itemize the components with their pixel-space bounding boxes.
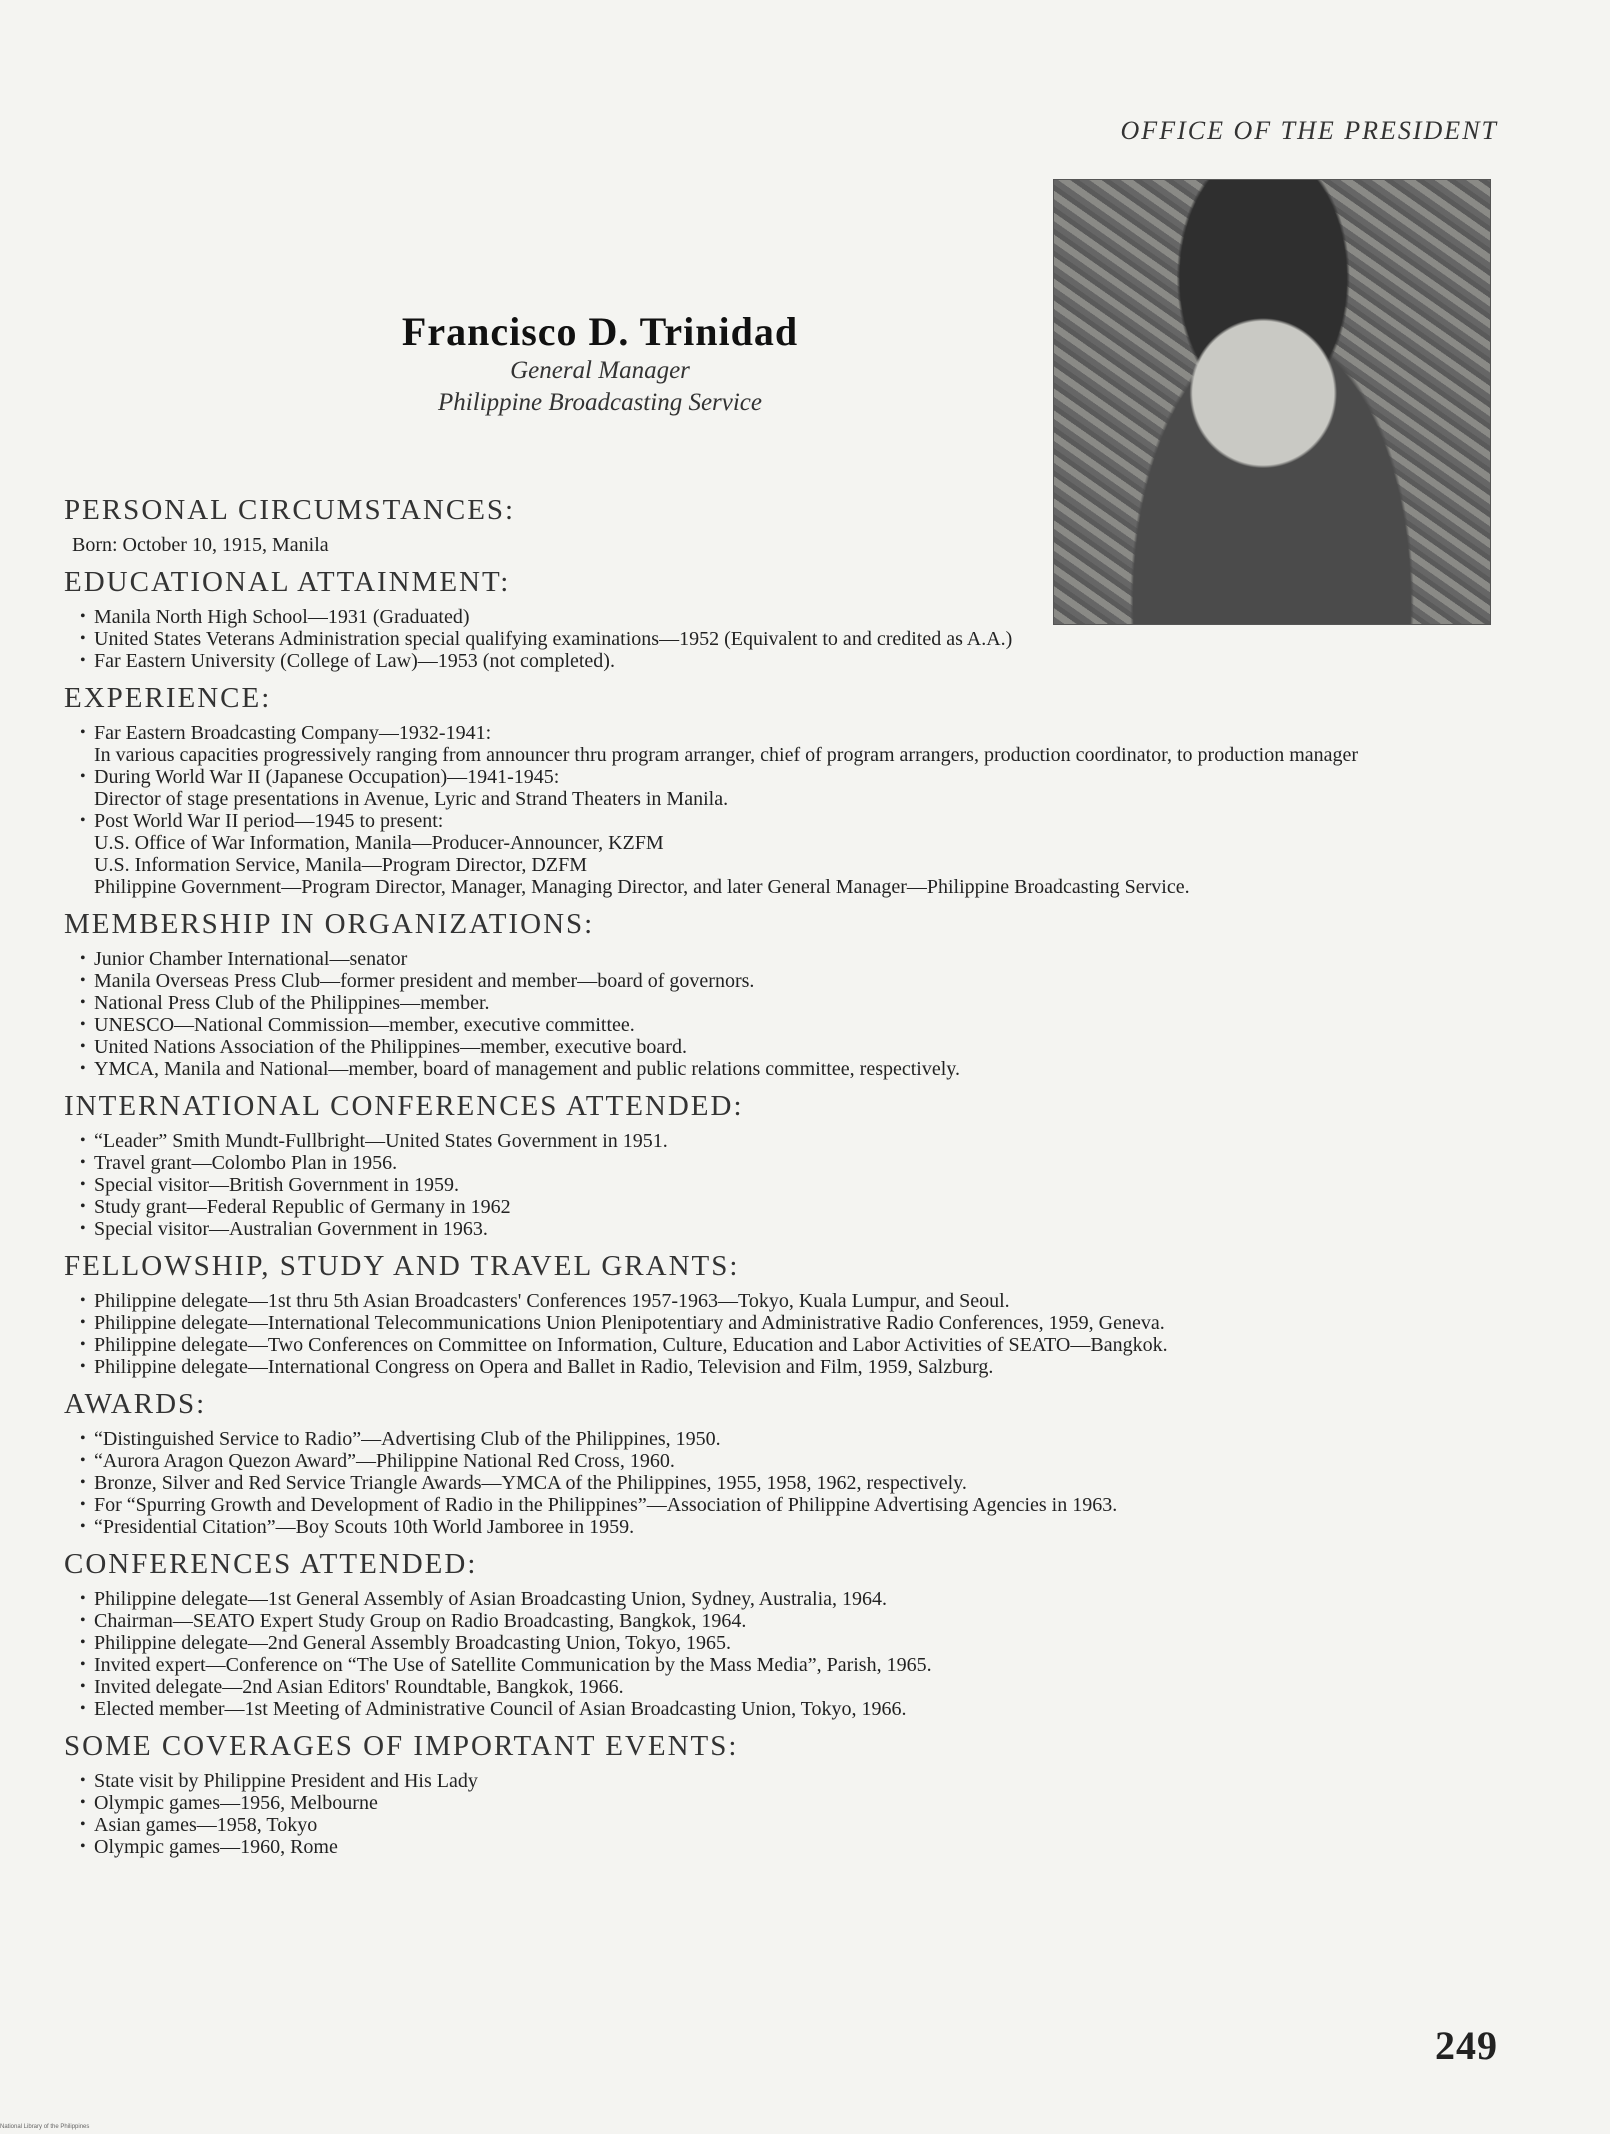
list-item: • Olympic games—1956, Melbourne: [80, 1792, 1496, 1814]
organization-name: Philippine Broadcasting Service: [438, 389, 762, 416]
fellowship-list: [64, 1290, 1496, 1378]
section-title-membership: MEMBERSHIP IN ORGANIZATIONS:: [64, 908, 595, 940]
experience-detail: U.S. Information Service, Manila—Program Director, DZFM: [94, 854, 587, 876]
list-item: • Philippine delegate—Two Conferences on Committee on Information, Culture, Education and Labor Activities of SEATO—Bangkok.: [80, 1334, 1496, 1356]
list-item: • “Distinguished Service to Radio”—Advertising Club of the Philippines, 1950.: [80, 1428, 1496, 1450]
list-item: • Bronze, Silver and Red Service Triangle Awards—YMCA of the Philippines, 1955, 1958, 1962, respectively.: [80, 1472, 1496, 1494]
list-item: • “Aurora Aragon Quezon Award”—Philippine National Red Cross, 1960.: [80, 1450, 1496, 1472]
list-item: • Elected member—1st Meeting of Administrative Council of Asian Broadcasting Union, Tokyo, 1966.: [80, 1698, 1496, 1720]
list-item: • United States Veterans Administration special qualifying examinations—1952 (Equivalent to and credited as A.A.): [80, 628, 1496, 650]
list-item: • Olympic games—1960, Rome: [80, 1836, 1496, 1858]
experience-heading: • Post World War II period—1945 to present:: [94, 810, 444, 832]
list-item: • Asian games—1958, Tokyo: [80, 1814, 1496, 1836]
list-item: • State visit by Philippine President and His Lady: [80, 1770, 1496, 1792]
list-item: • Chairman—SEATO Expert Study Group on Radio Broadcasting, Bangkok, 1964.: [80, 1610, 1496, 1632]
list-item: • Manila Overseas Press Club—former president and member—board of governors.: [80, 970, 1496, 992]
section-title-awards: AWARDS:: [64, 1388, 207, 1420]
list-item: • Special visitor—Australian Government in 1963.: [80, 1218, 1496, 1240]
experience-detail: Philippine Government—Program Director, Manager, Managing Director, and later General Manager—Philippine Broadcasting Service.: [94, 876, 1190, 898]
section-title-conferences: CONFERENCES ATTENDED:: [64, 1548, 478, 1580]
list-item: • Philippine delegate—1st General Assembly of Asian Broadcasting Union, Sydney, Australia, 1964.: [80, 1588, 1496, 1610]
section-title-experience: EXPERIENCE:: [64, 682, 272, 714]
list-item: • YMCA, Manila and National—member, board of management and public relations committee, respectively.: [80, 1058, 1496, 1080]
list-item: • Philippine delegate—International Telecommunications Union Plenipotentiary and Administrative Radio Conferences, 1959, Geneva.: [80, 1312, 1496, 1334]
awards-list: [64, 1428, 1496, 1538]
experience-heading: • Far Eastern Broadcasting Company—1932-1941:: [94, 722, 492, 744]
experience-detail: U.S. Office of War Information, Manila—Producer-Announcer, KZFM: [94, 832, 664, 854]
list-item: • Junior Chamber International—senator: [80, 948, 1496, 970]
birth-info: Born: October 10, 1915, Manila: [72, 534, 329, 556]
list-item: [80, 766, 1496, 810]
experience-detail: Director of stage presentations in Avenue, Lyric and Strand Theaters in Manila.: [94, 788, 729, 810]
list-item: • For “Spurring Growth and Development of Radio in the Philippines”—Association of Philippine Advertising Agencies in 1963.: [80, 1494, 1496, 1516]
section-title-fellowship: FELLOWSHIP, STUDY AND TRAVEL GRANTS:: [64, 1250, 740, 1282]
experience-detail: In various capacities progressively ranging from announcer thru program arranger, chief of program arrangers, production coordinator, to production manager: [94, 744, 1359, 766]
page-header: OFFICE OF THE PRESIDENT: [1120, 116, 1498, 145]
list-item: • Invited expert—Conference on “The Use of Satellite Communication by the Mass Media”, Parish, 1965.: [80, 1654, 1496, 1676]
experience-heading: • During World War II (Japanese Occupation)—1941-1945:: [94, 766, 560, 788]
experience-list: [64, 722, 1496, 898]
list-item: • “Presidential Citation”—Boy Scouts 10th World Jamboree in 1959.: [80, 1516, 1496, 1538]
conferences-list: [64, 1588, 1496, 1720]
name-block: [300, 308, 900, 419]
list-item: • Study grant—Federal Republic of Germany in 1962: [80, 1196, 1496, 1218]
list-item: • Invited delegate—2nd Asian Editors' Roundtable, Bangkok, 1966.: [80, 1676, 1496, 1698]
list-item: [80, 810, 1496, 898]
section-title-education: EDUCATIONAL ATTAINMENT:: [64, 566, 511, 598]
list-item: • National Press Club of the Philippines—member.: [80, 992, 1496, 1014]
list-item: • Philippine delegate—International Congress on Opera and Ballet in Radio, Television and Film, 1959, Salzburg.: [80, 1356, 1496, 1378]
list-item: • Philippine delegate—1st thru 5th Asian Broadcasters' Conferences 1957-1963—Tokyo, Kuala Lumpur, and Seoul.: [80, 1290, 1496, 1312]
coverages-list: [64, 1770, 1496, 1858]
list-item: • Travel grant—Colombo Plan in 1956.: [80, 1152, 1496, 1174]
person-name: Francisco D. Trinidad: [401, 309, 799, 354]
education-list: [64, 606, 1496, 672]
list-item: • UNESCO—National Commission—member, executive committee.: [80, 1014, 1496, 1036]
list-item: • Manila North High School—1931 (Graduated): [80, 606, 1496, 628]
list-item: • United Nations Association of the Philippines—member, executive board.: [80, 1036, 1496, 1058]
list-item: [80, 722, 1496, 766]
list-item: • Special visitor—British Government in 1959.: [80, 1174, 1496, 1196]
footer-note: National Library of the Philippines: [0, 2124, 90, 2130]
section-title-coverages: SOME COVERAGES OF IMPORTANT EVENTS:: [64, 1730, 739, 1762]
list-item: • Philippine delegate—2nd General Assembly Broadcasting Union, Tokyo, 1965.: [80, 1632, 1496, 1654]
list-item: • “Leader” Smith Mundt-Fullbright—United States Government in 1951.: [80, 1130, 1496, 1152]
biography-content: [64, 484, 1496, 1862]
list-item: • Far Eastern University (College of Law)—1953 (not completed).: [80, 650, 1496, 672]
international-list: [64, 1130, 1496, 1240]
position-title: General Manager: [510, 357, 690, 384]
section-title-international: INTERNATIONAL CONFERENCES ATTENDED:: [64, 1090, 744, 1122]
membership-list: [64, 948, 1496, 1080]
section-title-personal: PERSONAL CIRCUMSTANCES:: [64, 494, 516, 526]
page-number: 249: [1435, 2023, 1498, 2068]
